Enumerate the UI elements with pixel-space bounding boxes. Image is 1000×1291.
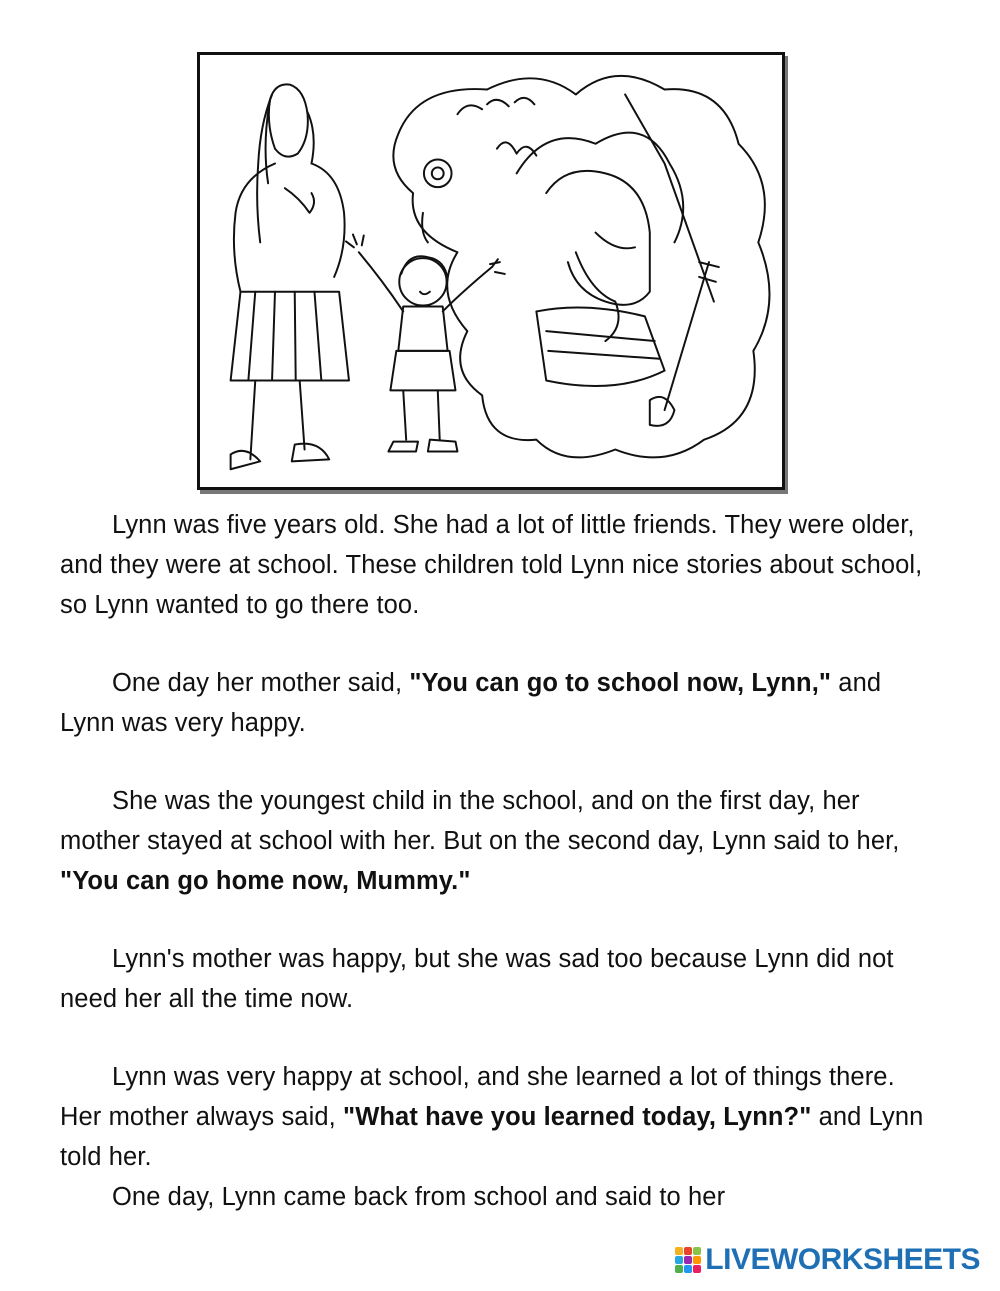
logo-cell — [675, 1247, 683, 1255]
logo-cell — [693, 1256, 701, 1264]
paragraph-4-text: Lynn's mother was happy, but she was sad too because Lynn did not need her all the time now. — [60, 945, 894, 1013]
paragraph-4 — [60, 939, 940, 1019]
paragraph-6 — [60, 1177, 940, 1217]
paragraph-5 — [60, 1057, 940, 1177]
quote-school-now: "You can go to school now, Lynn," — [409, 669, 832, 697]
logo-cell — [684, 1247, 692, 1255]
paragraph-2-text-end: and Lynn was very happy. — [60, 669, 882, 737]
liveworksheets-logo[interactable] — [675, 1243, 980, 1277]
logo-cell — [675, 1256, 683, 1264]
liveworksheets-logo-icon — [675, 1247, 701, 1273]
quote-learned-today: "What have you learned today, Lynn?" — [343, 1103, 812, 1131]
girl-figure — [346, 235, 505, 452]
liveworksheets-logo-text: LIVEWORKSHEETS — [705, 1243, 980, 1276]
paragraph-3-text: She was the youngest child in the school, and on the first day, her mother stayed at school with her. But on the second day, Lynn said to her, — [60, 787, 900, 855]
paragraph-2 — [60, 663, 940, 743]
illustration-drawing — [200, 55, 782, 487]
logo-cell — [684, 1256, 692, 1264]
story-illustration — [197, 52, 785, 490]
thought-bubble — [393, 76, 769, 458]
paragraph-6-text: One day, Lynn came back from school and said to her — [112, 1183, 726, 1211]
quote-go-home: "You can go home now, Mummy." — [60, 867, 471, 895]
mother-figure — [231, 84, 349, 469]
paragraph-1 — [60, 505, 940, 625]
logo-cell — [693, 1247, 701, 1255]
logo-cell — [675, 1265, 683, 1273]
paragraph-5-text: Lynn was very happy at school, and she learned a lot of things there. Her mother always said, — [60, 1063, 895, 1131]
logo-cell — [693, 1265, 701, 1273]
story-text — [60, 505, 940, 1217]
paragraph-1-text: Lynn was five years old. She had a lot of little friends. They were older, and they were at school. These children told Lynn nice stories about school, so Lynn wanted to go there too. — [60, 511, 923, 619]
paragraph-3 — [60, 781, 940, 901]
logo-cell — [684, 1265, 692, 1273]
paragraph-2-text: One day her mother said, — [112, 669, 410, 697]
paragraph-5-text-end: and Lynn told her. — [60, 1103, 924, 1171]
